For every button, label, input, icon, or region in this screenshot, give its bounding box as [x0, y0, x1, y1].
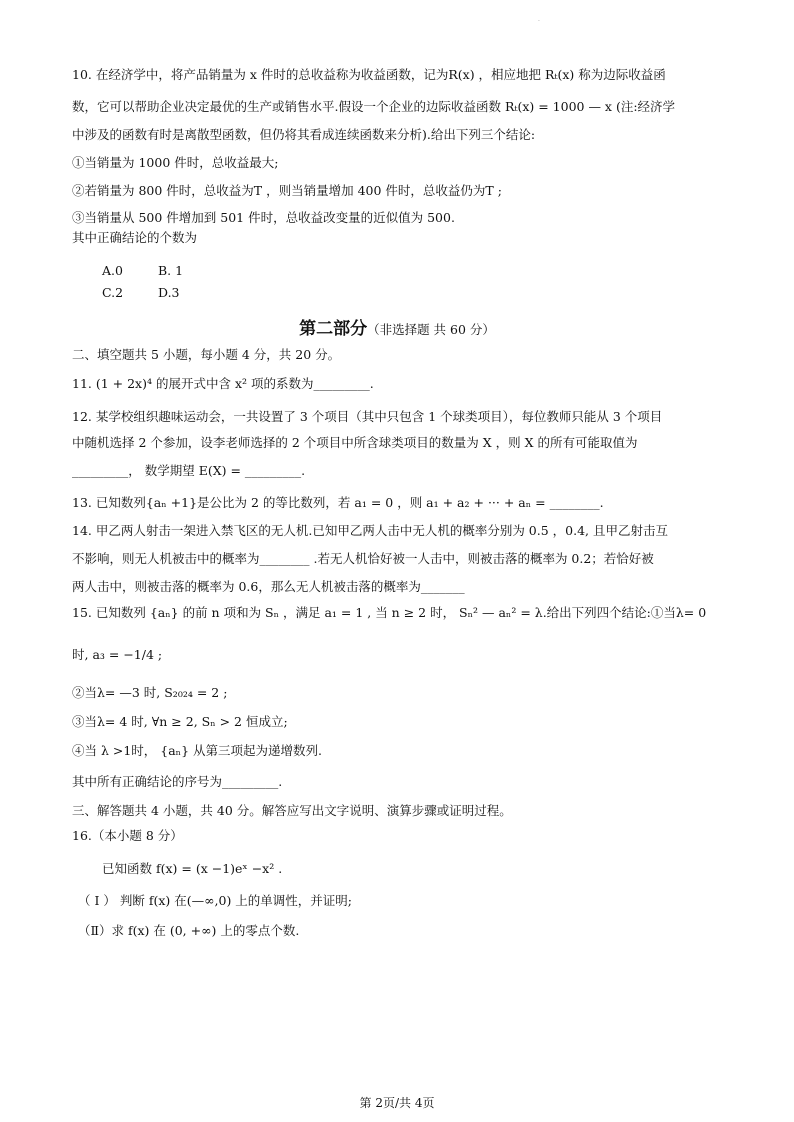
- q10-line-7: 其中正确结论的个数为: [72, 230, 198, 245]
- q12-line-3: _________， 数学期望 E(X) = _________.: [72, 463, 306, 478]
- q12-line-2: 中随机选择 2 个参加，设李老师选择的 2 个项目中所含球类项目的数量为 X ，则 X 的所有可能取值为: [72, 435, 638, 450]
- part2-title: [0, 314, 794, 339]
- solve-heading: 三、解答题共 4 小题，共 40 分。解答应写出文字说明、演算步骤或证明过程。: [72, 803, 512, 818]
- q15-line-4: ③当λ= 4 时, ∀n ≥ 2, Sₙ > 2 恒成立;: [72, 714, 288, 729]
- q15-line-1: 15. 已知数列 {aₙ} 的前 n 项和为 Sₙ ，满足 a₁ = 1 , 当 n ≥ 2 时， Sₙ² — aₙ² = λ.给出下列四个结论:①当λ= 0: [72, 605, 707, 620]
- q16-part-1: （ Ⅰ ） 判断 f(x) 在(—∞,0) 上的单调性，并证明;: [78, 893, 353, 908]
- q16-title: 16.（本小题 8 分）: [72, 828, 183, 843]
- q16-statement: 已知函数 f(x) = (x −1)eˣ −x² .: [102, 861, 283, 876]
- q15-line-2: 时, a₃ = −1/4 ;: [72, 647, 163, 662]
- page-footer: 第 2页/共 4页: [359, 1096, 435, 1110]
- q10-option-c: C.2: [102, 285, 124, 300]
- q10-line-3: 中涉及的函数有时是离散型函数，但仍将其看成连续函数来分析).给出下列三个结论:: [72, 127, 536, 142]
- part2-title-sub: （非选择题 共 60 分）: [367, 322, 495, 337]
- q16-part-2: （Ⅱ）求 f(x) 在 (0, +∞) 上的零点个数.: [78, 923, 300, 938]
- q11: 11. (1 + 2x)⁴ 的展开式中含 x² 项的系数为_________.: [72, 376, 374, 391]
- q12-line-1: 12. 某学校组织趣味运动会，一共设置了 3 个项目（其中只包含 1 个球类项目），每位教师只能从 3 个项目: [72, 409, 663, 424]
- q14-line-3: 两人击中，则被击落的概率为 0.6，那么无人机被击落的概率为_______: [72, 579, 465, 594]
- q15-line-3: ②当λ= —3 时, S₂₀₂₄ = 2 ;: [72, 685, 228, 700]
- header-mark: ·: [538, 18, 540, 25]
- q10-line-4: ①当销量为 1000 件时，总收益最大;: [72, 155, 279, 170]
- q10-option-b: B. 1: [158, 263, 184, 278]
- q14-line-2: 不影响，则无人机被击中的概率为________ .若无人机恰好被一人击中，则被击落的概率为 0.2；若恰好被: [72, 551, 654, 566]
- q10-line-5: ②若销量为 800 件时，总收益为T ，则当销量增加 400 件时，总收益仍为T ;: [72, 183, 502, 198]
- q10-option-a: A.0: [102, 263, 123, 278]
- q10-line-2: 数，它可以帮助企业决定最优的生产或销售水平.假设一个企业的边际收益函数 Rₜ(x) = 1000 — x (注:经济学: [72, 99, 676, 114]
- q15-line-6: 其中所有正确结论的序号为_________.: [72, 774, 283, 789]
- part2-title-main: 第二部分: [299, 319, 368, 339]
- q10-line-1: 10. 在经济学中，将产品销量为 x 件时的总收益称为收益函数，记为R(x) ，相应地把 Rₜ(x) 称为边际收益函: [72, 67, 666, 82]
- q10-option-d: D.3: [158, 285, 180, 300]
- q10-line-6: ③当销量从 500 件增加到 501 件时，总收益改变量的近似值为 500.: [72, 210, 455, 225]
- q15-line-5: ④当 λ >1时， {aₙ} 从第三项起为递增数列.: [72, 743, 322, 758]
- fill-heading: 二、填空题共 5 小题，每小题 4 分，共 20 分。: [72, 347, 341, 362]
- q14-line-1: 14. 甲乙两人射击一架进入禁飞区的无人机.已知甲乙两人击中无人机的概率分别为 0.5 ，0.4, 且甲乙射击互: [72, 523, 668, 538]
- q13: 13. 已知数列{aₙ +1}是公比为 2 的等比数列，若 a₁ = 0 ，则 a₁ + a₂ + ··· + aₙ = ________.: [72, 495, 604, 510]
